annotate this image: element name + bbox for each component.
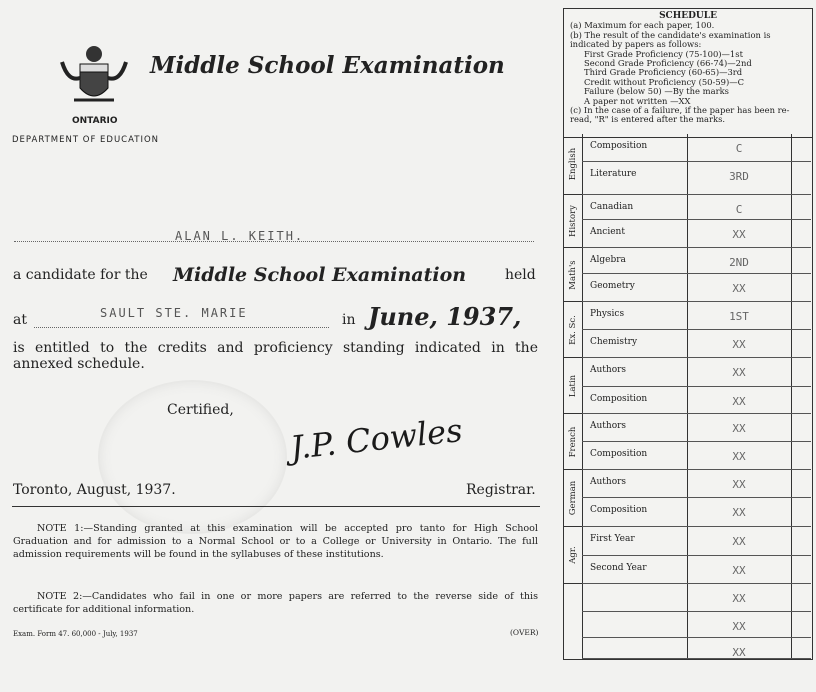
- mark-value: XX: [732, 592, 746, 605]
- mark-value: XX: [732, 338, 746, 351]
- subject-group: [564, 527, 582, 584]
- schedule-legend-line: (a) Maximum for each paper, 100.: [570, 20, 715, 31]
- exam-name: Middle School Examination: [173, 264, 467, 286]
- note-1: NOTE 1:—Standing granted at this examination will be accepted pro tanto for High School Graduation and for admission to a Normal School or to a College or University in Ontario. The full admission requirements will be found in the syllabuses of these institutions.: [13, 523, 538, 560]
- subject-label: Physics: [590, 309, 625, 319]
- schedule-row: [582, 498, 811, 527]
- mark-value: 1ST: [729, 310, 749, 323]
- location-date: Toronto, August, 1937.: [13, 482, 176, 498]
- schedule-row: [582, 470, 811, 498]
- group-label: Ex. Sc.: [568, 314, 578, 345]
- candidate-prefix: a candidate for the: [13, 267, 148, 283]
- mark-value: XX: [732, 366, 746, 379]
- schedule-row: [582, 134, 811, 162]
- subject-label: Authors: [590, 365, 627, 375]
- schedule-legend-line: Failure (below 50) —By the marks: [584, 86, 729, 97]
- mark-value: C: [735, 142, 743, 155]
- group-label: Latin: [568, 374, 578, 397]
- exam-date: June, 1937,: [368, 302, 522, 331]
- mark-value: XX: [732, 422, 746, 435]
- schedule-row: [582, 248, 811, 274]
- certified-label: Certified,: [167, 402, 234, 418]
- schedule-row: [582, 612, 811, 638]
- schedule-legend-line: (b) The result of the candidate's examination is indicated by papers as follows:: [570, 29, 771, 50]
- schedule-legend-line: A paper not written —XX: [584, 95, 691, 106]
- subject-group: [564, 470, 582, 527]
- form-number: Exam. Form 47. 60,000 - July, 1937: [13, 630, 138, 638]
- schedule-row: [582, 414, 811, 442]
- mark-value: XX: [732, 450, 746, 463]
- subject-label: Geometry: [590, 281, 635, 291]
- group-label: History: [568, 205, 578, 237]
- in-label: in: [342, 312, 356, 328]
- subject-label: Composition: [590, 394, 648, 404]
- over-label: (OVER): [510, 628, 539, 637]
- embossed-seal: [98, 380, 287, 534]
- divider: [12, 506, 540, 507]
- schedule-legend-line: (c) In the case of a failure, if the paper has been re-read, "R" is entered after the marks.: [570, 105, 790, 125]
- subject-label: Chemistry: [590, 337, 638, 347]
- entitlement-text: is entitled to the credits and proficiency standing indicated in the annexed schedule.: [13, 340, 538, 372]
- schedule-row: [582, 556, 811, 584]
- mark-value: 3RD: [729, 170, 749, 183]
- subject-label: Algebra: [590, 255, 626, 265]
- group-label: Math's: [568, 259, 578, 290]
- registrar-label: Registrar.: [466, 482, 536, 498]
- place: SAULT STE. MARIE: [100, 306, 248, 320]
- mark-value: XX: [732, 282, 746, 295]
- schedule-legend-line: First Grade Proficiency (75-100)—1st: [584, 48, 743, 59]
- subject-group: [564, 134, 582, 195]
- subject-label: Canadian: [590, 202, 634, 212]
- schedule-legend-line: Third Grade Proficiency (60-65)—3rd: [584, 67, 743, 78]
- schedule-row: [582, 527, 811, 556]
- group-label: French: [568, 426, 578, 457]
- group-label: Agr.: [568, 546, 578, 564]
- subject-label: Composition: [590, 505, 648, 515]
- subject-label: Composition: [590, 141, 648, 151]
- schedule-table: [563, 8, 813, 660]
- candidate-name: ALAN L. KEITH.: [175, 229, 305, 243]
- ontario-crest-icon: [58, 42, 130, 114]
- schedule-row: [582, 195, 811, 220]
- subject-group: [564, 302, 582, 358]
- mark-value: C: [735, 203, 743, 216]
- subject-label: First Year: [590, 534, 635, 544]
- mark-value: XX: [732, 535, 746, 548]
- schedule-row: [582, 638, 811, 659]
- province-label: ONTARIO: [72, 116, 118, 126]
- subject-label: Authors: [590, 421, 627, 431]
- subject-group: [564, 358, 582, 414]
- schedule-title: SCHEDULE: [659, 11, 717, 21]
- schedule-legend-line: Second Grade Proficiency (66-74)—2nd: [584, 58, 752, 69]
- mark-value: XX: [732, 620, 746, 633]
- schedule-row: [582, 358, 811, 387]
- schedule-row: [582, 274, 811, 302]
- schedule-legend: [564, 9, 812, 138]
- mark-value: XX: [732, 228, 746, 241]
- mark-value: XX: [732, 478, 746, 491]
- schedule-row: [582, 330, 811, 358]
- schedule-row: [582, 387, 811, 414]
- schedule-row: [582, 162, 811, 195]
- group-label: English: [568, 147, 578, 181]
- schedule-row: [582, 584, 811, 612]
- subject-label: Literature: [590, 169, 637, 179]
- subject-group: [564, 248, 582, 302]
- schedule-row: [582, 442, 811, 470]
- subject-label: Ancient: [590, 227, 625, 237]
- page-title: Middle School Examination: [150, 52, 505, 79]
- subject-label: Composition: [590, 449, 648, 459]
- note-2: NOTE 2:—Candidates who fail in one or more papers are referred to the reverse side of this certificate for additional information.: [13, 591, 538, 615]
- subject-group: [564, 195, 582, 248]
- subject-label: Second Year: [590, 563, 647, 573]
- subject-group: [564, 414, 582, 470]
- mark-value: XX: [732, 564, 746, 577]
- schedule-row: [582, 220, 811, 248]
- department-label: DEPARTMENT OF EDUCATION: [12, 135, 160, 145]
- subject-label: Authors: [590, 477, 627, 487]
- at-label: at: [13, 312, 27, 328]
- schedule-row: [582, 302, 811, 330]
- registrar-signature: J.P. Cowles: [288, 411, 465, 467]
- mark-value: 2ND: [729, 256, 749, 269]
- mark-value: XX: [732, 506, 746, 519]
- schedule-legend-line: Credit without Proficiency (50-59)—C: [584, 76, 745, 87]
- mark-value: XX: [732, 395, 746, 408]
- mark-value: XX: [732, 646, 746, 659]
- held-label: held: [505, 267, 536, 283]
- group-label: German: [568, 480, 578, 516]
